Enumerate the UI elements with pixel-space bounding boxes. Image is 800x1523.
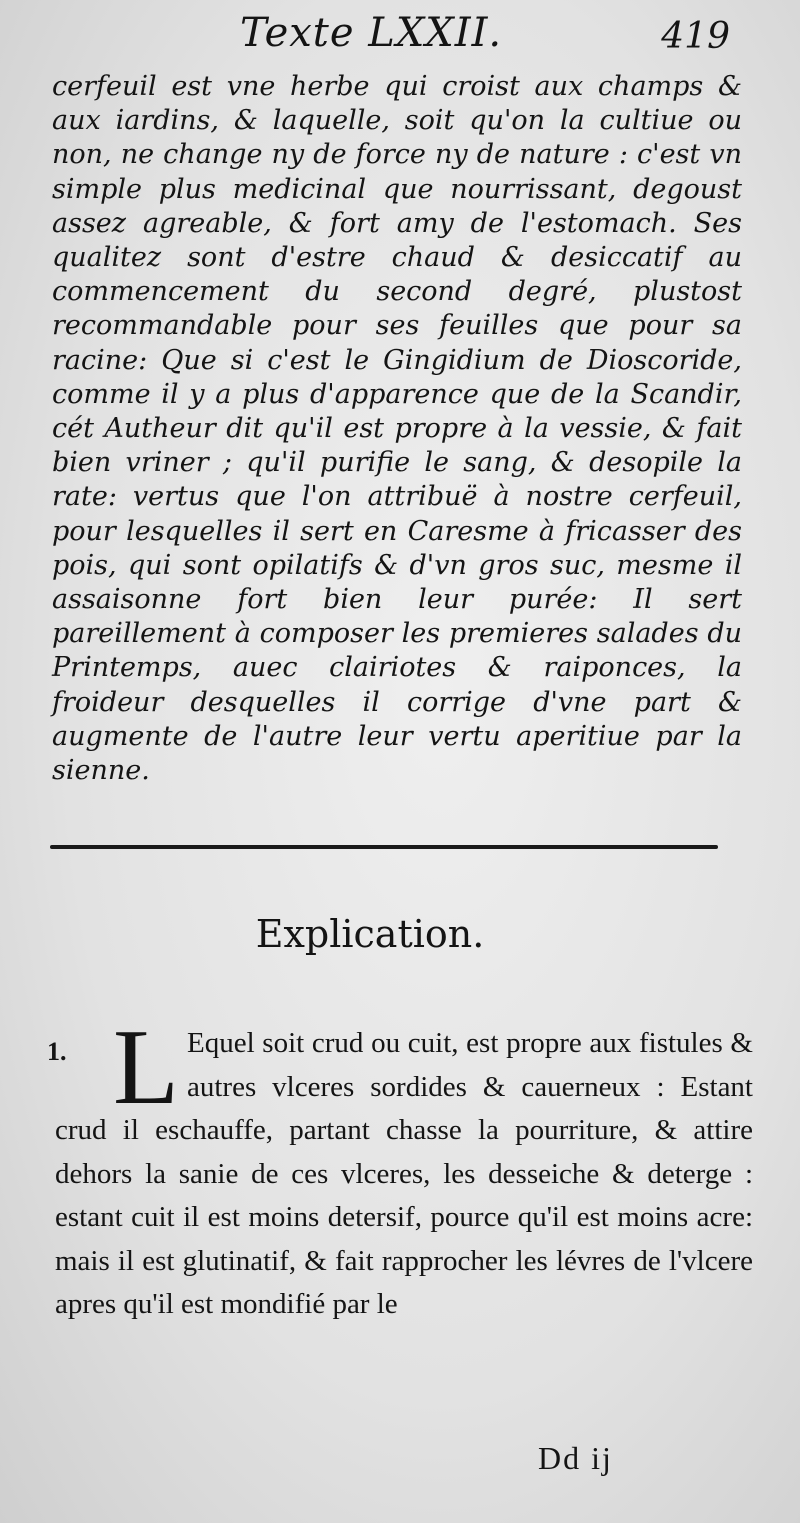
signature-mark: Dd ij (538, 1440, 613, 1476)
explication-paragraph: Equel soit crud ou cuit, est propre aux fistules & autres vlceres sordides & cauerneux : Estant crud il eschauffe, partant chasse la pourriture, & attire dehors la sanie de ces vlceres, les desseiche & deterge : estant cuit il est moins detersif, pource qu'il est moins acre: mais il est glutinatif, & fait rapprocher les lévres de l'vlcere apres qu'il est mondifié par le (55, 1027, 753, 1320)
drop-cap: L (113, 1008, 179, 1127)
texte-section (52, 70, 742, 788)
texte-paragraph: cerfeuil est vne herbe qui croist aux champs & aux iardins, & laquelle, soit qu'on la cultiue ou non, ne change ny de force ny de nature : c'est vn simple plus medicinal que nourrissant, degoust assez agreable, & fort amy de l'estomach. Ses qualitez sont d'estre chaud & desiccatif au commencement du second degré, plustost recommandable pour ses feuilles que pour sa racine: Que si c'est le Gingidium de Dioscoride, comme il y a plus d'apparence que de la Scandir, cét Autheur dit qu'il est propre à la vessie, & fait bien vriner ; qu'il purifie le sang, & desopile la rate: vertus que l'on attribuë à nostre cerfeuil, pour lesquelles il sert en Caresme à fricasser des pois, qui sont opilatifs & d'vn gros suc, mesme il assaisonne fort bien leur purée: Il sert pareillement à composer les premieres salades du Printemps, auec clairiotes & raiponces, la froideur desquelles il corrige d'vne part & augmente de l'autre leur vertu aperitiue par la sienne. (52, 71, 742, 787)
page-header (0, 6, 800, 64)
page-number: 419 (661, 16, 730, 57)
explication-section (47, 1008, 753, 1327)
running-head: Texte LXXII. (240, 10, 503, 56)
paragraph-marker: 1. (47, 1037, 67, 1066)
explication-title: Explication. (255, 912, 485, 956)
section-divider (50, 845, 718, 849)
